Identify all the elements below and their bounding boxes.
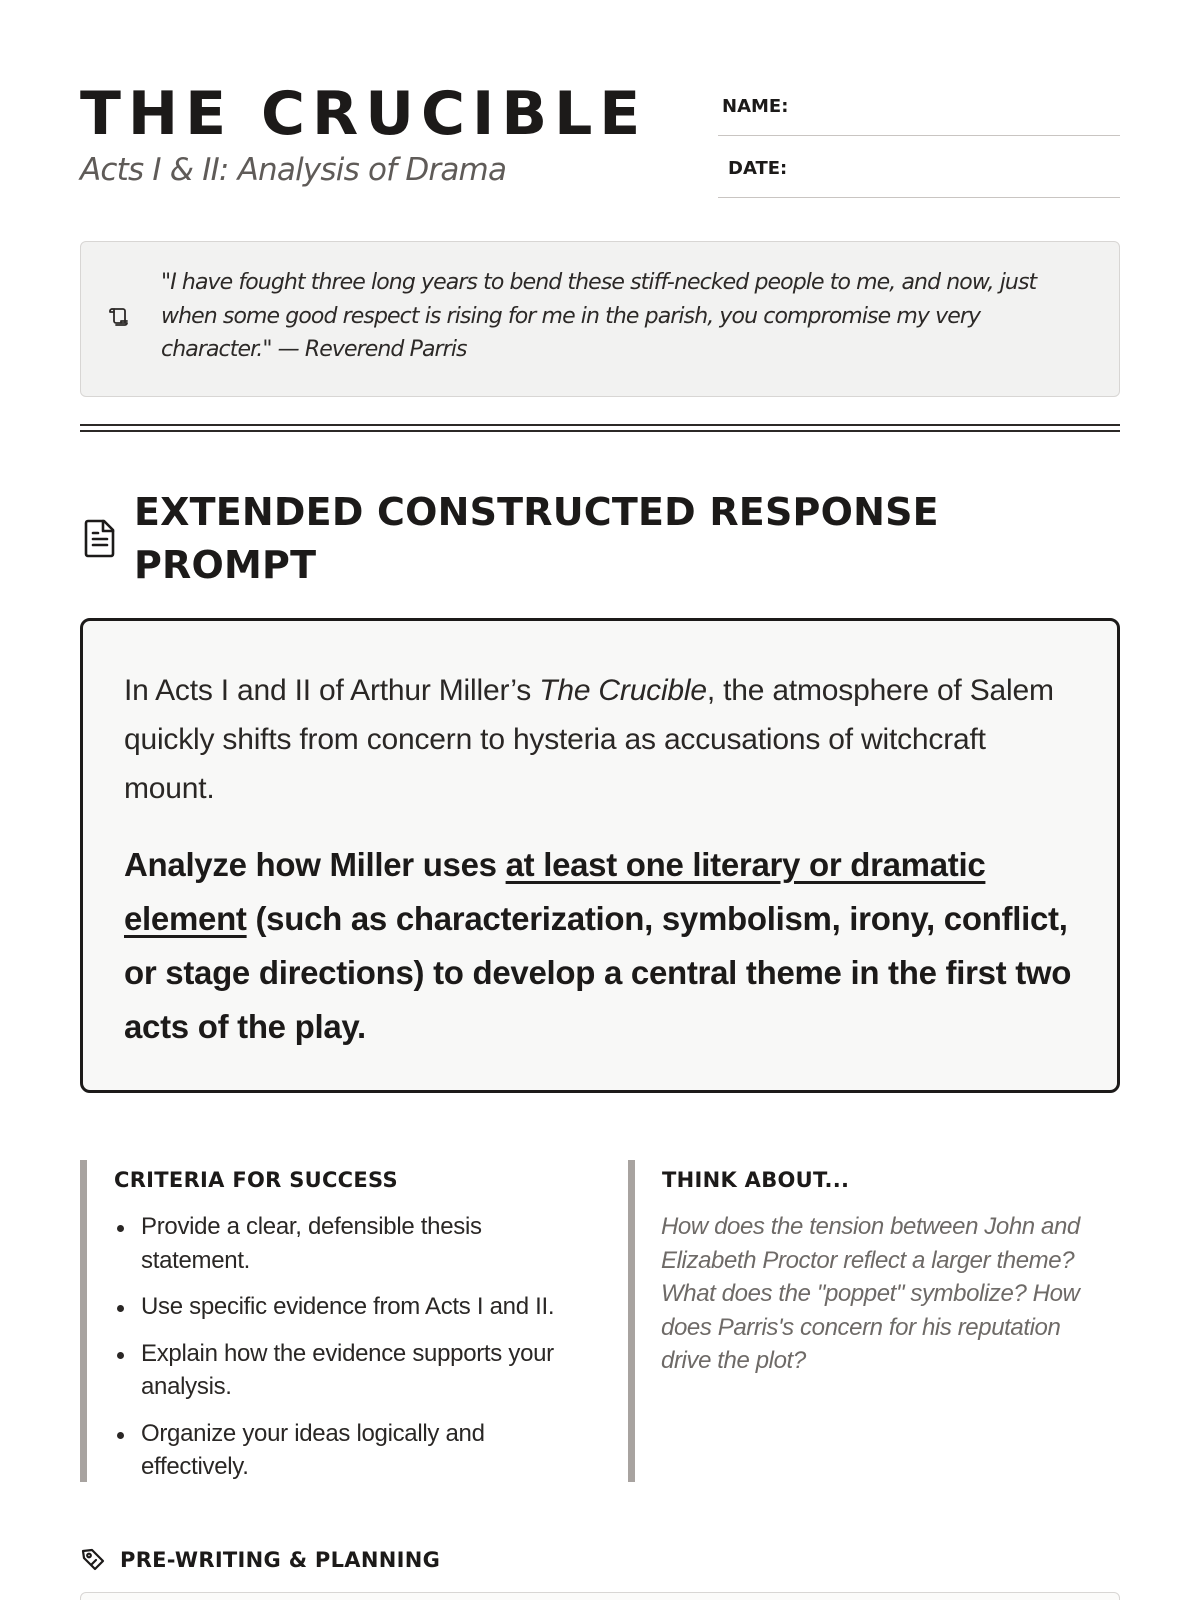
page-subtitle: Acts I & II: Analysis of Drama [80, 152, 507, 188]
prompt-intro-end: , the atmosphere of Salem quickly shifts from concern to hysteria as accusations of witchcraft mount. [124, 674, 1054, 805]
think-about-title: THINK ABOUT... [662, 1168, 850, 1192]
name-field[interactable] [718, 92, 1120, 136]
section-title: EXTENDED CONSTRUCTED RESPONSE PROMPT [134, 490, 939, 587]
think-about-text: How does the tension between John and Elizabeth Proctor reflect a larger theme? What does the "poppet" symbolize? How does Parris's concern for his reputation drive the plot? [661, 1213, 1080, 1374]
document-icon [82, 518, 118, 558]
criteria-title: CRITERIA FOR SUCCESS [114, 1168, 398, 1192]
list-item: Use specific evidence from Acts I and II. [114, 1290, 584, 1324]
date-field[interactable] [718, 154, 1120, 198]
list-item: Provide a clear, defensible thesis statement. [114, 1210, 584, 1277]
book-title: The Crucible [539, 674, 707, 707]
list-item: Organize your ideas logically and effectively. [114, 1417, 584, 1484]
prompt-task-end: (such as characterization, symbolism, irony, conflict, or stage directions) to develop a central theme in the first two acts of the play. [124, 900, 1072, 1045]
tag-icon [80, 1547, 106, 1573]
guidance-columns [80, 1160, 1120, 1482]
worksheet-header [80, 78, 1120, 208]
epigraph-quote [80, 241, 1120, 397]
student-info-fields [718, 92, 1120, 216]
prompt-heading [80, 486, 1120, 590]
quote-text: "I have fought three long years to bend these stiff-necked people to me, and now, just when some good respect is rising for me in the parish, you compromise my very character." — Reverend Parris [161, 270, 1037, 362]
prompt-task-start: Analyze how Miller uses [124, 846, 506, 883]
think-about-column [628, 1160, 1120, 1482]
prompt-intro-start: In Acts I and II of Arthur Miller’s [124, 674, 540, 707]
prompt-intro [124, 666, 1084, 813]
criteria-column [80, 1160, 620, 1482]
scroll-icon [108, 305, 132, 329]
list-item: Explain how the evidence supports your analysis. [114, 1337, 584, 1404]
prompt-task [124, 838, 1094, 1054]
page-title: THE CRUCIBLE [80, 79, 648, 149]
date-label: DATE: [728, 158, 788, 179]
name-label: NAME: [722, 96, 789, 117]
prompt-box [80, 618, 1120, 1093]
prewriting-title: PRE-WRITING & PLANNING [120, 1548, 441, 1572]
prewriting-box[interactable] [80, 1592, 1120, 1600]
criteria-list [114, 1210, 584, 1497]
prompt-task-emphasis: at least one literary or dramatic element [124, 846, 986, 937]
prewriting-heading [80, 1545, 1120, 1585]
section-divider [80, 424, 1120, 432]
